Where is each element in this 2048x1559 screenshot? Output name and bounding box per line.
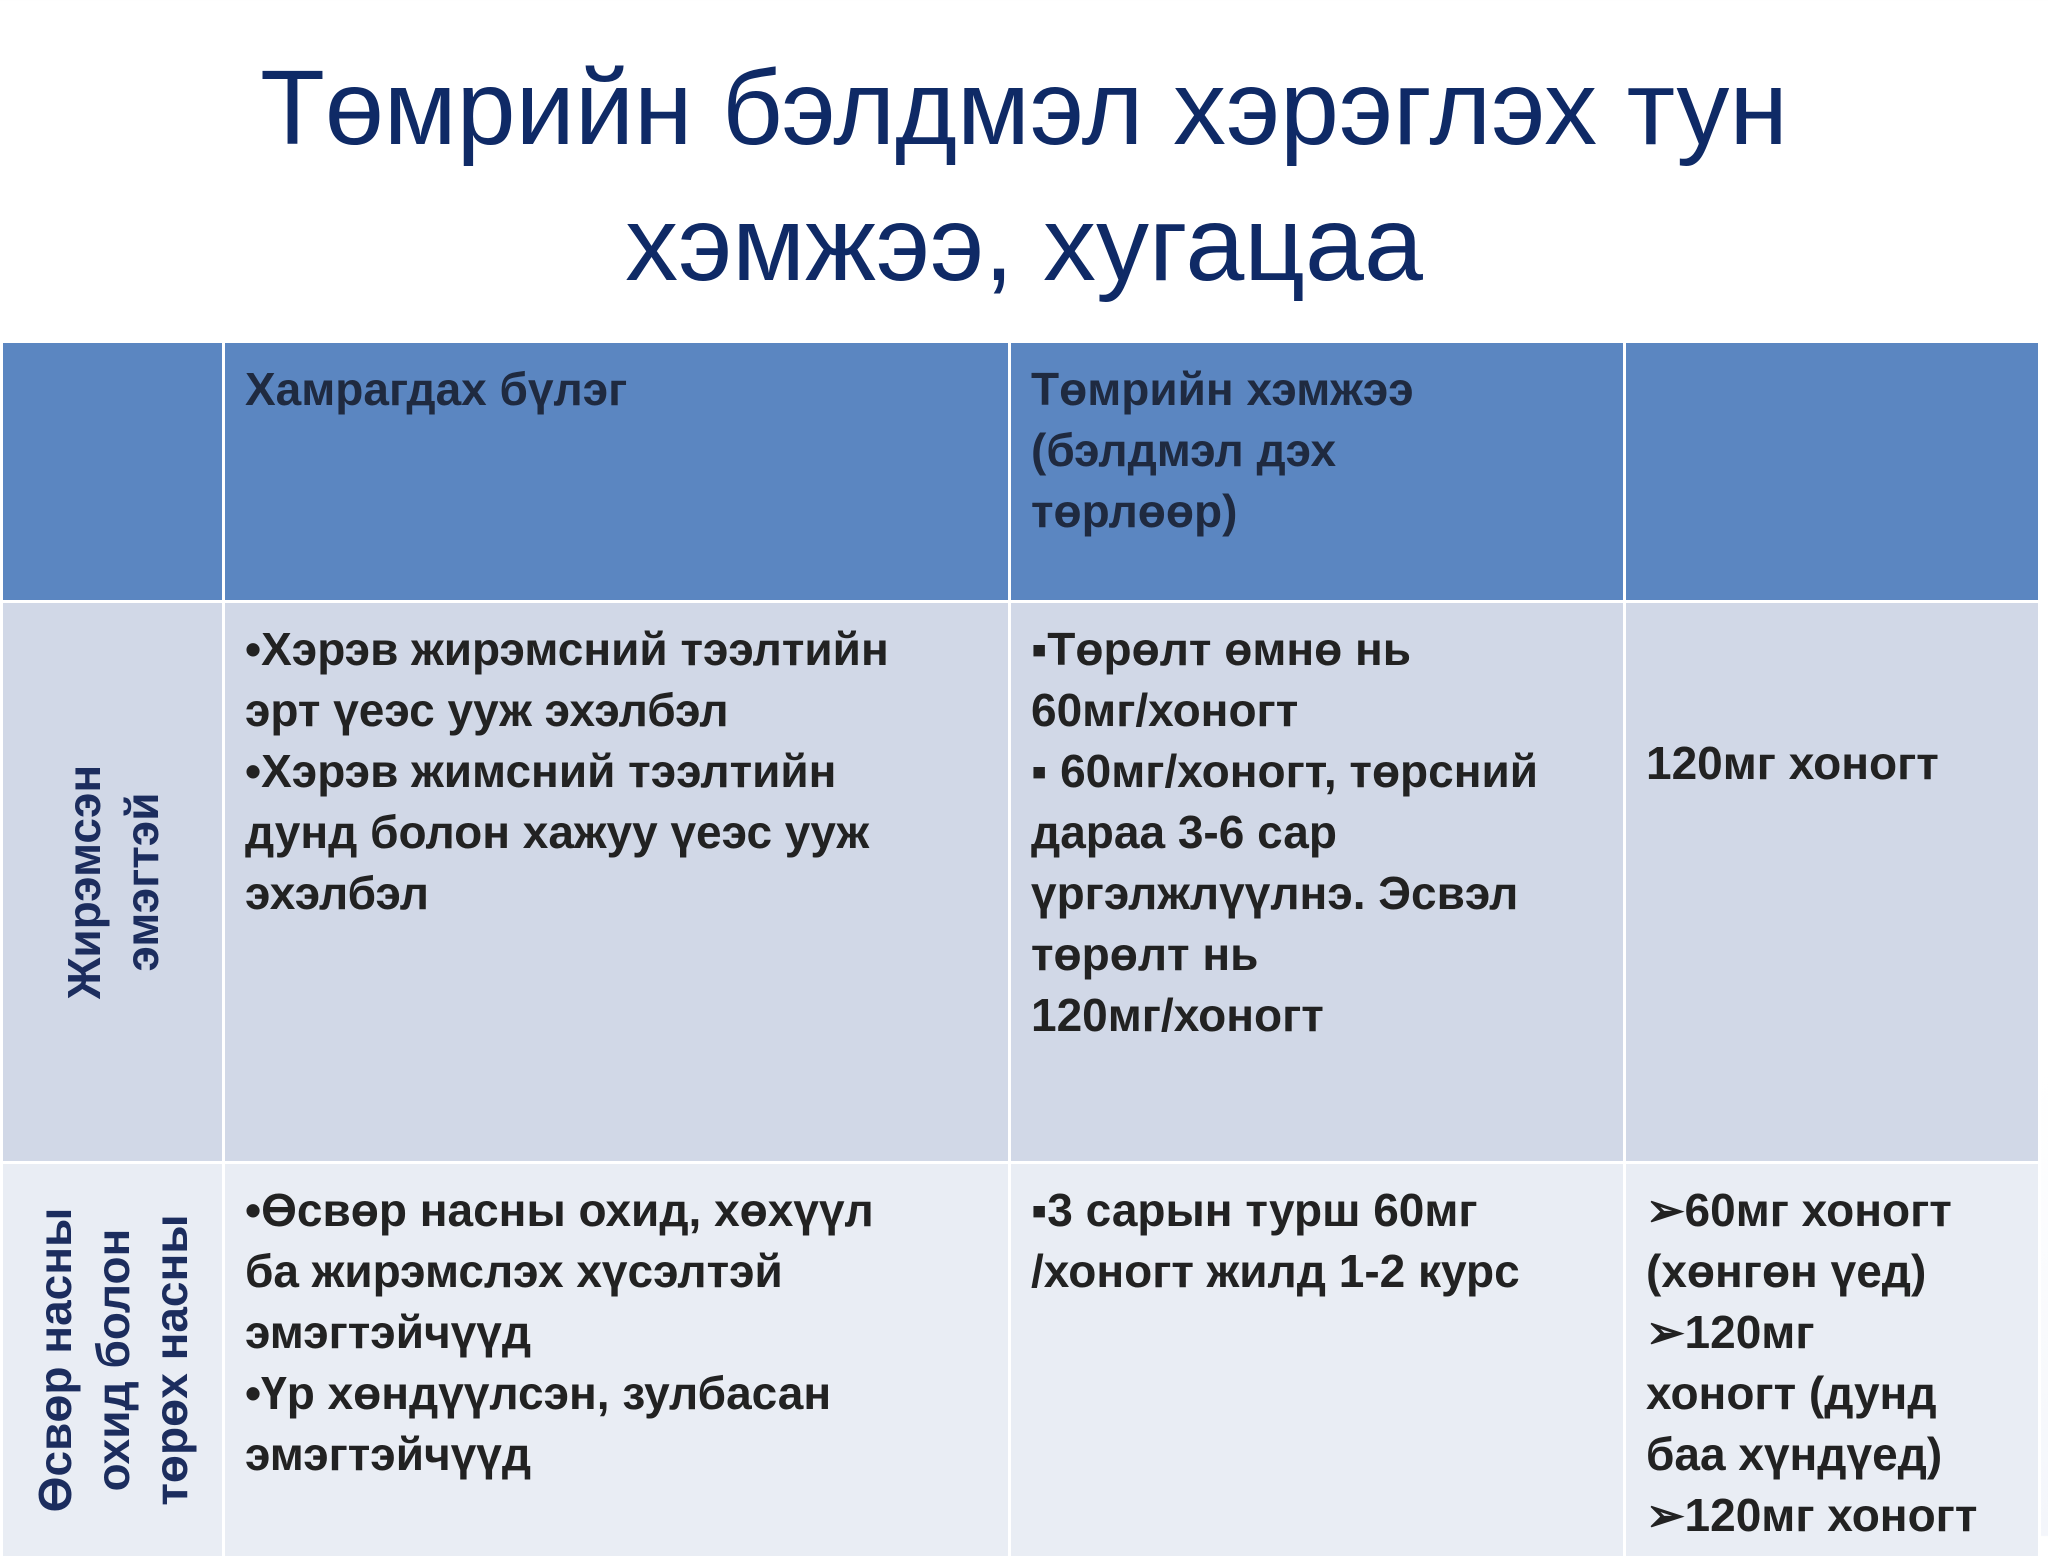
- row-label-line: төрөх насны: [144, 1214, 197, 1506]
- dose-line: ➢120мг: [1646, 1306, 1815, 1358]
- iron-amount-line: 60мг/хоногт: [1031, 684, 1299, 736]
- dose-line: ➢120мг хоногт: [1646, 1489, 1978, 1541]
- dose-pregnant: 120мг хоногт: [1625, 602, 2040, 1163]
- target-group-pregnant: [224, 602, 1010, 1163]
- header-dose-empty: [1625, 342, 2040, 602]
- header-iron-amount: [1010, 342, 1625, 602]
- row-label-pregnant: [2, 602, 224, 1163]
- iron-dosage-table: [0, 340, 2041, 1559]
- target-group-line: ба жирэмслэх хүсэлтэй: [245, 1245, 783, 1297]
- iron-amount-line: /хоногт жилд 1-2 курс: [1031, 1245, 1520, 1297]
- header-target-group: Хамрагдах бүлэг: [224, 342, 1010, 602]
- row-label-teen: [2, 1163, 224, 1558]
- target-group-line: •Үр хөндүүлсэн, зулбасан: [245, 1367, 832, 1419]
- target-group-teen: [224, 1163, 1010, 1558]
- slide-title: [0, 40, 2048, 312]
- target-group-line: •Хэрэв жирэмсний тээлтийн: [245, 623, 889, 675]
- row-label-teen-text: [26, 1208, 200, 1513]
- row-label-line: охид болон: [86, 1228, 139, 1492]
- header-iron-amount-line: (бэлдмэл дэх: [1031, 424, 1337, 476]
- header-empty-cell: [2, 342, 224, 602]
- title-line-1: Төмрийн бэлдмэл хэрэглэх тун: [260, 49, 1788, 167]
- iron-amount-line: дараа 3-6 сар: [1031, 806, 1337, 858]
- target-group-line: •Өсвөр насны охид, хөхүүл: [245, 1184, 874, 1236]
- target-group-line: •Хэрэв жимсний тээлтийн: [245, 745, 837, 797]
- row-label-line: Жирэмсэн: [57, 764, 110, 1000]
- dose-line: баа хүндүед): [1646, 1428, 1943, 1480]
- header-iron-amount-line: Төмрийн хэмжээ: [1031, 363, 1414, 415]
- iron-amount-line: ▪Төрөлт өмнө нь: [1031, 623, 1412, 675]
- table-row-pregnant: [2, 602, 2040, 1163]
- iron-amount-pregnant: [1010, 602, 1625, 1163]
- iron-amount-line: 120мг/хоногт: [1031, 989, 1324, 1041]
- target-group-line: эхэлбэл: [245, 867, 429, 919]
- title-line-2: хэмжээ, хугацаа: [625, 185, 1423, 303]
- iron-amount-line: төрөлт нь: [1031, 928, 1259, 980]
- target-group-line: эмэгтэйчүүд: [245, 1306, 532, 1358]
- iron-amount-line: үргэлжлүүлнэ. Эсвэл: [1031, 867, 1519, 919]
- table-header-row: [2, 342, 2040, 602]
- target-group-line: эрт үеэс ууж эхэлбэл: [245, 684, 729, 736]
- row-label-line: эмэгтэй: [115, 792, 168, 972]
- row-label-pregnant-text: [55, 765, 171, 999]
- iron-amount-teen: [1010, 1163, 1625, 1558]
- dose-line: ➢60мг хоногт: [1646, 1184, 1952, 1236]
- iron-amount-line: ▪3 сарын турш 60мг: [1031, 1184, 1478, 1236]
- row-label-line: Өсвөр насны: [28, 1207, 81, 1513]
- header-iron-amount-line: төрлөөр): [1031, 485, 1238, 537]
- table-row-teen: [2, 1163, 2040, 1558]
- dose-teen: [1625, 1163, 2040, 1558]
- dose-line: хоногт (дунд: [1646, 1367, 1937, 1419]
- target-group-line: эмэгтэйчүүд: [245, 1428, 532, 1480]
- dose-line: (хөнгөн үед): [1646, 1245, 1927, 1297]
- iron-amount-line: ▪ 60мг/хоногт, төрсний: [1031, 745, 1539, 797]
- target-group-line: дунд болон хажуу үеэс ууж: [245, 806, 870, 858]
